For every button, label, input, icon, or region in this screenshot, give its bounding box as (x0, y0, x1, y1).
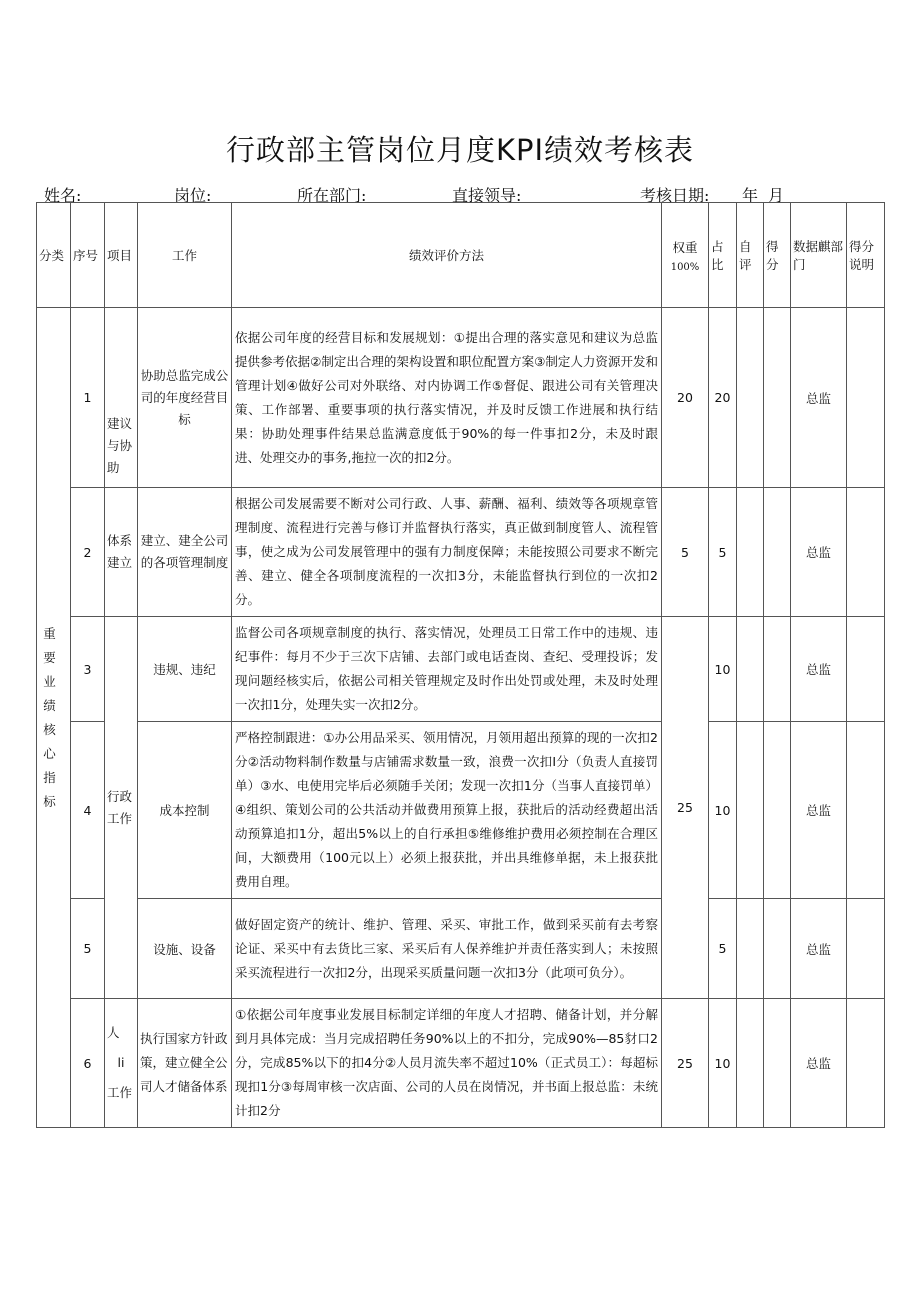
table-row (37, 617, 885, 722)
table-row (37, 722, 885, 899)
work-cell: 成本控制 (138, 722, 232, 899)
score-cell[interactable] (764, 617, 791, 722)
position-label: 岗位: (174, 186, 212, 205)
score-cell[interactable] (764, 308, 791, 488)
header-data-dept: 数据麒部门 (791, 203, 847, 308)
item-part: 人 (107, 1025, 120, 1040)
dept-label: 所在部门: (297, 186, 367, 205)
weight-cell: 5 (662, 488, 709, 617)
item-cell: 行政工作 (105, 617, 138, 999)
work-cell: 设施、设备 (138, 899, 232, 999)
self-cell[interactable] (737, 999, 764, 1128)
method-cell: 根据公司发展需要不断对公司行政、人事、薪酬、福利、绩效等各项规章管理制度、流程进行完善与修订并监督执行落实，真正做到制度管人、流程管事，使之成为公司发展管理中的强有力制度保障；未能按照公司要求不断完善、建立、健全各项制度流程的一次扣3分，未能监督执行到位的一次扣2分。 (232, 488, 662, 617)
kpi-table (36, 202, 885, 1128)
method-cell: 做好固定资产的统计、维护、管理、采买、审批工作，做到采买前有去考察论证、采买中有去货比三家、采买后有人保养维护并责任落实到人；未按照采买流程进行一次扣2分，出现采买质量问题一次扣3分（此项可负分）。 (232, 899, 662, 999)
work-cell: 建立、建全公司的各项管理制度 (138, 488, 232, 617)
seq-cell: 2 (71, 488, 105, 617)
note-cell[interactable] (847, 899, 885, 999)
item-cell: 体系建立 (105, 488, 138, 617)
date-label: 考核日期: (640, 186, 710, 205)
year-label: 年 (742, 186, 759, 205)
data-dept-cell: 总监 (791, 722, 847, 899)
note-cell[interactable] (847, 488, 885, 617)
header-weight (662, 203, 709, 308)
header-work: 工作 (138, 203, 232, 308)
score-cell[interactable] (764, 899, 791, 999)
note-cell[interactable] (847, 999, 885, 1128)
data-dept-cell: 总监 (791, 999, 847, 1128)
weight-total: 100% (670, 261, 700, 273)
score-cell[interactable] (764, 488, 791, 617)
seq-cell: 1 (71, 308, 105, 488)
ratio-cell: 20 (709, 308, 737, 488)
self-cell[interactable] (737, 488, 764, 617)
self-cell[interactable] (737, 722, 764, 899)
ratio-cell: 10 (709, 999, 737, 1128)
work-cell: 执行国家方针政策，建立健全公司人才储备体系 (138, 999, 232, 1128)
table-row (37, 308, 885, 488)
method-cell: 监督公司各项规章制度的执行、落实情况，处理员工日常工作中的违规、违纪事件：每月不少于三次下店铺、去部门或电话查岗、查纪、受理投诉；发现问题经核实后，依据公司相关管理规定及时作出处罚或处理，未及时处理一次扣1分，处理失实一次扣2分。 (232, 617, 662, 722)
data-dept-cell: 总监 (791, 308, 847, 488)
header-seq: 序号 (71, 203, 105, 308)
work-cell: 协助总监完成公司的年度经营目标 (138, 308, 232, 488)
item-part: 工作 (107, 1085, 133, 1100)
header-self: 自评 (737, 203, 764, 308)
method-cell: 依据公司年度的经营目标和发展规划：①提出合理的落实意见和建议为总监提供参考依据②制定出合理的架构设置和职位配置方案③制定人力资源开发和管理计划④做好公司对外联络、对内协调工作⑤督促、跟进公司有关管理决策、工作部署、重要事项的执行落实情况，并及时反馈工作进展和执行结果：协助处理事件结果总监满意度低于90%的每一件事扣2分，未及时跟进、处理交办的事务,拖拉一次的扣2分。 (232, 308, 662, 488)
item-cell (105, 999, 138, 1128)
seq-cell: 4 (71, 722, 105, 899)
data-dept-cell: 总监 (791, 899, 847, 999)
data-dept-cell: 总监 (791, 617, 847, 722)
month-label: 月 (768, 186, 785, 205)
header-method: 绩效评价方法 (232, 203, 662, 308)
score-cell[interactable] (764, 722, 791, 899)
table-row (37, 488, 885, 617)
name-label: 姓名: (44, 186, 82, 205)
leader-label: 直接领导: (452, 186, 522, 205)
seq-cell: 5 (71, 899, 105, 999)
category-cell: 重要业绩核心指标 (37, 308, 71, 1128)
item-part: li (117, 1055, 125, 1070)
seq-cell: 3 (71, 617, 105, 722)
info-line (44, 183, 884, 203)
document-title: 行政部主管岗位月度KPI绩效考核表 (225, 133, 695, 167)
work-cell: 违规、违纪 (138, 617, 232, 722)
weight-label: 权重 (672, 239, 698, 255)
seq-cell: 6 (71, 999, 105, 1128)
header-item: 项目 (105, 203, 138, 308)
data-dept-cell: 总监 (791, 488, 847, 617)
weight-cell: 25 (662, 617, 709, 999)
weight-cell: 20 (662, 308, 709, 488)
ratio-cell: 10 (709, 722, 737, 899)
header-category: 分类 (37, 203, 71, 308)
note-cell[interactable] (847, 308, 885, 488)
method-cell: ①依据公司年度事业发展目标制定详细的年度人才招聘、储备计划，并分解到月具体完成：当月完成招聘任务90%以上的不扣分，完成90%—85豺口2分，完成85%以下的扣4分②人员月流失率不超过10%（正式员工）：每超标现扣1分③每周审核一次店面、公司的人员在岗情况，并书面上报总监：未统计扣2分 (232, 999, 662, 1128)
header-ratio: 占比 (709, 203, 737, 308)
header-note: 得分说明 (847, 203, 885, 308)
ratio-cell: 5 (709, 899, 737, 999)
self-cell[interactable] (737, 308, 764, 488)
note-cell[interactable] (847, 617, 885, 722)
table-row (37, 999, 885, 1128)
header-score: 得分 (764, 203, 791, 308)
self-cell[interactable] (737, 617, 764, 722)
score-cell[interactable] (764, 999, 791, 1128)
note-cell[interactable] (847, 722, 885, 899)
method-cell: 严格控制跟进：①办公用品采买、领用情况，月领用超出预算的现的一次扣2分②活动物料制作数量与店铺需求数量一致，浪费一次扣I分（负责人直接罚单）③水、电使用完毕后必须随手关闭；发现一次扣1分（当事人直接罚单）④组织、策划公司的公共活动并做费用预算上报，获批后的活动经费超出活动预算追扣1分，超出5%以上的自行承担⑤维修维护费用必须控制在合理区间，大额费用（100元以上）必须上报获批，并出具维修单据，未上报获批费用自理。 (232, 722, 662, 899)
item-cell: 建议与协助 (105, 308, 138, 488)
header-row (37, 203, 885, 308)
table-row (37, 899, 885, 999)
ratio-cell: 10 (709, 617, 737, 722)
self-cell[interactable] (737, 899, 764, 999)
ratio-cell: 5 (709, 488, 737, 617)
weight-cell: 25 (662, 999, 709, 1128)
